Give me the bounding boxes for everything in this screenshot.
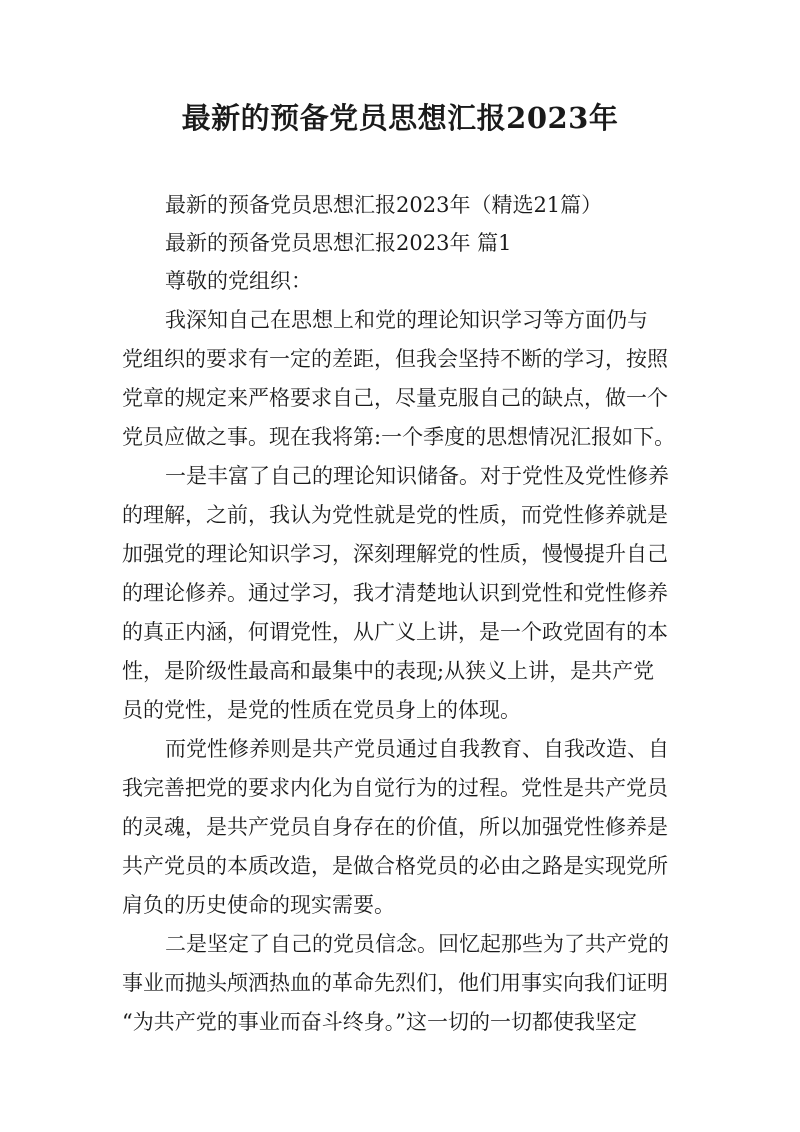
- paragraph-line: 党员应做之事。现在我将第:一个季度的思想情况汇报如下。: [122, 425, 676, 449]
- paragraph-line: 的灵魂，是共产党员自身存在的价值，所以加强党性修养是: [122, 815, 668, 839]
- paragraph-line: 员的党性，是党的性质在党员身上的体现。: [122, 698, 521, 722]
- paragraph-line: 二是坚定了自己的党员信念。回忆起那些为了共产党的: [165, 932, 669, 956]
- paragraph-line: 事业而抛头颅洒热血的革命先烈们，他们用事实向我们证明: [122, 971, 668, 995]
- document-subtitle: 最新的预备党员思想汇报2023年（精选21篇）: [165, 193, 603, 217]
- paragraph-line: 而党性修养则是共产党员通过自我教育、自我改造、自: [165, 737, 669, 761]
- paragraph-line: 的理论修养。通过学习，我才清楚地认识到党性和党性修养: [122, 581, 668, 605]
- paragraph-line: 党章的规定来严格要求自己，尽量克服自己的缺点，做一个: [122, 386, 668, 410]
- paragraph-line: 的真正内涵，何谓党性，从广义上讲，是一个政党固有的本: [122, 620, 668, 644]
- paragraph-line: 的理解，之前，我认为党性就是党的性质，而党性修养就是: [122, 503, 668, 527]
- paragraph-line: 加强党的理论知识学习，深刻理解党的性质，慢慢提升自己: [122, 542, 668, 566]
- paragraph-line: 我深知自己在思想上和党的理论知识学习等方面仍与: [165, 308, 648, 332]
- section-heading: 最新的预备党员思想汇报2023年 篇1: [165, 231, 512, 255]
- paragraph-line: 性，是阶级性最高和最集中的表现;从狭义上讲，是共产党: [122, 659, 655, 683]
- paragraph-line: 一是丰富了自己的理论知识储备。对于党性及党性修养: [165, 464, 669, 488]
- paragraph-line: 共产党员的本质改造，是做合格党员的必由之路是实现党所: [122, 854, 668, 878]
- salutation: 尊敬的党组织：: [165, 269, 312, 293]
- paragraph-line: 党组织的要求有一定的差距，但我会坚持不断的学习，按照: [122, 347, 668, 371]
- paragraph-line: 肩负的历史使命的现实需要。: [122, 893, 395, 917]
- document-title: 最新的预备党员思想汇报2023年: [181, 101, 619, 135]
- paragraph-line: “为共产党的事业而奋斗终身。”这一切的一切都使我坚定: [122, 1010, 637, 1034]
- paragraph-line: 我完善把党的要求内化为自觉行为的过程。党性是共产党员: [122, 776, 668, 800]
